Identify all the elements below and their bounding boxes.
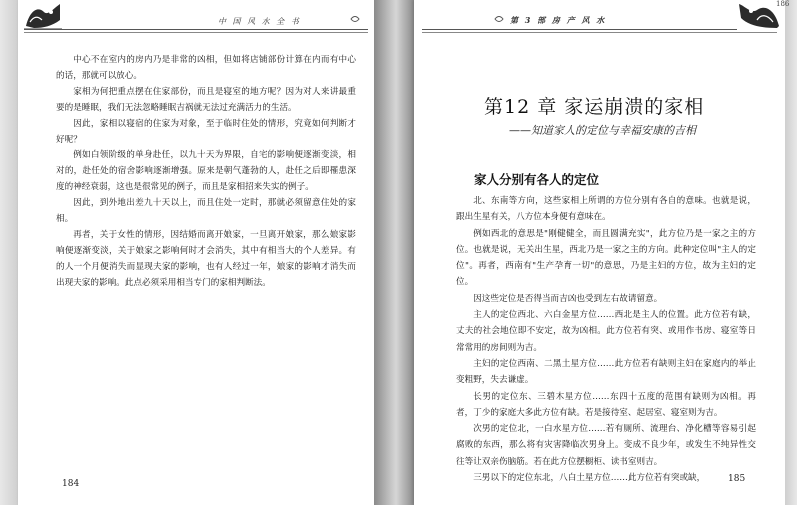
right-header-rule [422, 29, 777, 30]
right-paragraph-5: 主妇的定位西南、二黑土星方位……此方位若有缺则主妇在家庭内的举止变粗野，失去谦虚。 [456, 358, 756, 386]
left-page [18, 0, 374, 505]
right-paragraph-2: 例如西北的意思是"刚健健全，而且圆满充实"，此方位乃是一家之主的方位。也就是说，无关出生星，西北乃是一家之主的方向。此种定位叫"主人的定位"。再者，西南有"生产孕育一切"的意思，乃是主妇的方位，故为主妇的定位。 [456, 228, 756, 288]
right-header-rule-secondary [422, 32, 777, 33]
left-page-header [18, 0, 374, 38]
corner-number: 186 [776, 0, 790, 8]
right-paragraph-3: 因这些定位是否得当而吉凶也受到左右故请留意。 [473, 293, 663, 304]
right-page-number: 185 [728, 474, 746, 484]
left-paragraph-4: 例如白领阶级的单身赴任，以九十天为界限，自宅的影响便逐渐变淡，相对的，赴任处的宿舍影响逐渐增强。原来是朝气蓬勃的人，赴任之后即罹患深度的神经衰弱，这也是很常见的例子，而且是家相招来失实的例子。 [56, 150, 356, 193]
left-header-rule-secondary [24, 32, 368, 33]
left-paragraph-3: 因此，家相以寝宿的住家为对象，至于临时住处的情形，究竟如何判断才好呢？ [56, 118, 356, 145]
page-stack-edge-right [785, 0, 797, 505]
left-paragraph-1: 中心不在室内的房内乃是非常的凶相，但如将店铺部份计算在内而有中心的话，那就可以放心。 [56, 55, 356, 81]
left-paragraph-6: 再者，关于女性的情形，因结婚而离开娘家，一旦离开娘家，那么娘家影响便逐渐变淡，关于娘家之影响何时才会消失，其中有相当大的个人差异。有的人一个月便消失而显现夫家的影响，也有人经过一年，娘家的影响才消失而出现夫家的影响。此点必须采用相当专门的家相判断法。 [56, 229, 356, 288]
left-body-text [56, 53, 356, 292]
right-header-title: 第 3 部 房 产 风 水 [510, 15, 607, 25]
right-page-header [414, 0, 785, 38]
left-paragraph-5: 因此，到外地出差九十天以上，而且住处一定时，那就必须留意住处的家相。 [56, 198, 356, 225]
book-gutter [374, 0, 414, 505]
ornament-dragon-icon [24, 0, 62, 30]
right-header-knot-icon [494, 14, 504, 24]
left-header-title: 中 国 风 水 全 书 [218, 17, 301, 26]
right-paragraph-1: 北、东南等方向，这些家相上所谓的方位分别有各自的意味。也就是说，跟出生星有关，八方位本身便有意味在。 [456, 196, 756, 223]
right-body-text [456, 193, 756, 486]
page-stack-edge-left [0, 0, 18, 505]
left-paragraph-2: 家相为何把重点摆在住家部份，而且是寝室的地方呢？因为对人来讲最重要的是睡眠，我们无法忽略睡眠吉祸就无法过充满活力的生活。 [56, 86, 356, 113]
chapter-subtitle: ——知道家人的定位与幸福安康的吉相 [509, 124, 696, 137]
right-paragraph-6: 长男的定位东、三碧木星方位……东四十五度的范围有缺则为凶相。再者，丁少的家庭大多此方位有缺。若是接待室、起居室、寝室则为吉。 [456, 391, 756, 418]
ornament-phoenix-icon [737, 0, 781, 30]
section-title: 家人分别有各人的定位 [474, 172, 600, 187]
left-header-rule [24, 29, 368, 30]
right-paragraph-8: 三男以下的定位东北，八白土星方位……此方位若有突或缺， [473, 473, 706, 484]
left-header-knot-icon [350, 14, 360, 24]
right-paragraph-4: 主人的定位西北、六白金星方位……西北是主人的位置。此方位若有缺，丈夫的社会地位即不安定，故为凶相。此方位若有突、或用作书房、寝室等日常常用的房间则为吉。 [456, 310, 756, 353]
left-page-number: 184 [62, 479, 80, 489]
right-page [414, 0, 785, 505]
right-paragraph-7: 次男的定位北，一白水星方位……若有厕所、流理台、净化槽等容易引起腐败的东西，那么将有灾害降临次男身上。变成不良少年，或发生不纯异性交往等让双亲伤脑筋。若在此方位摆橱柜、读书室则吉。 [456, 424, 756, 467]
chapter-title: 第12 章 家运崩溃的家相 [484, 96, 705, 118]
